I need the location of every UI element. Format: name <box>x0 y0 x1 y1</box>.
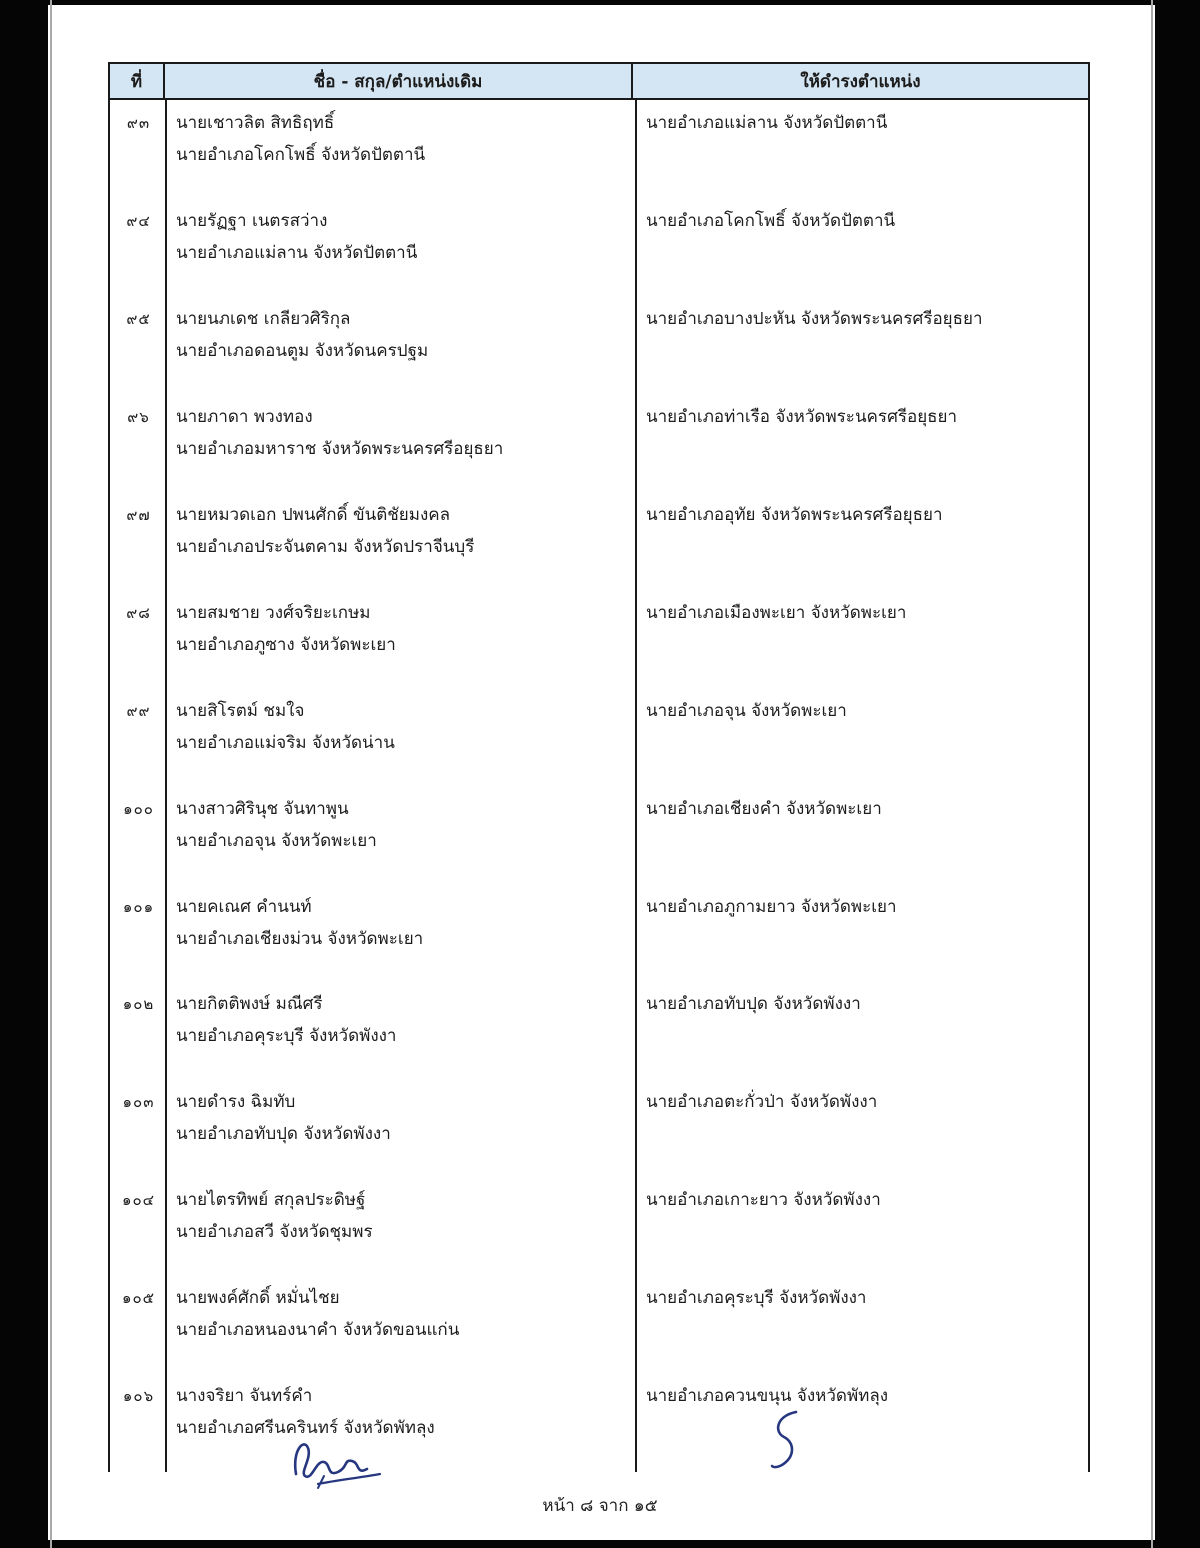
person-name: นายกิตติพงษ์ มณีศรี <box>176 994 323 1015</box>
new-position: นายอำเภอคุระบุรี จังหวัดพังงา <box>646 1288 867 1309</box>
new-position: นายอำเภอจุน จังหวัดพะเยา <box>646 700 847 721</box>
row-number: ๙๕ <box>126 309 151 328</box>
person-name: นายรัฏฐา เนตรสว่าง <box>176 210 328 231</box>
former-position: นายอำเภอสวี จังหวัดชุมพร <box>176 1222 373 1243</box>
person-name: นายเชาวลิต สิทธิฤทธิ์ <box>176 113 335 133</box>
row-name-former <box>167 394 637 492</box>
row-name-former <box>167 884 637 982</box>
column-divider-1 <box>165 100 167 1472</box>
row-number: ๑๐๖ <box>122 1387 155 1406</box>
new-position: นายอำเภออุทัย จังหวัดพระนครศรีอยุธยา <box>646 504 943 525</box>
row-number: ๙๗ <box>126 505 151 524</box>
table-row <box>110 1275 1088 1373</box>
table-row <box>110 1079 1088 1177</box>
new-position: นายอำเภอเมืองพะเยา จังหวัดพะเยา <box>646 602 907 623</box>
row-new-position <box>637 1373 1088 1471</box>
former-position: นายอำเภอแม่ลาน จังหวัดปัตตานี <box>176 242 418 263</box>
row-new-position <box>637 1275 1088 1373</box>
former-position: นายอำเภอศรีนครินทร์ จังหวัดพัทลุง <box>176 1418 435 1439</box>
column-header-number: ที่ <box>110 64 165 98</box>
row-new-position <box>637 100 1088 198</box>
row-name-former <box>167 1275 637 1373</box>
row-name-former <box>167 688 637 786</box>
row-new-position <box>637 198 1088 296</box>
person-name: นายสิโรตม์ ชมใจ <box>176 700 305 721</box>
table-row <box>110 1177 1088 1275</box>
scan-border-left <box>0 0 48 1548</box>
row-number: ๑๐๑ <box>122 897 155 916</box>
row-new-position <box>637 688 1088 786</box>
person-name: นายพงค์ศักดิ์ หมั่นไชย <box>176 1288 340 1309</box>
page-edge-shadow-left <box>50 0 52 1548</box>
person-name: นางสาวศิรินุช จันทาพูน <box>176 798 349 819</box>
table-row <box>110 688 1088 786</box>
scan-border-right <box>1155 0 1200 1548</box>
table-header-row <box>108 62 1090 100</box>
table-row <box>110 884 1088 982</box>
person-name: นางจริยา จันทร์คำ <box>176 1386 313 1407</box>
person-name: นายคเณศ คำนนท์ <box>176 896 312 917</box>
table-row <box>110 1373 1088 1471</box>
new-position: นายอำเภอท่าเรือ จังหวัดพระนครศรีอยุธยา <box>646 406 958 427</box>
table-row <box>110 492 1088 590</box>
row-name-former <box>167 786 637 884</box>
row-new-position <box>637 590 1088 688</box>
former-position: นายอำเภอภูซาง จังหวัดพะเยา <box>176 634 396 655</box>
scan-border-top <box>0 0 1200 5</box>
table-row <box>110 198 1088 296</box>
row-new-position <box>637 981 1088 1079</box>
row-number: ๑๐๕ <box>121 1289 156 1308</box>
row-new-position <box>637 884 1088 982</box>
row-name-former <box>167 492 637 590</box>
new-position: นายอำเภอโคกโพธิ์ จังหวัดปัตตานี <box>646 210 896 231</box>
row-new-position <box>637 1079 1088 1177</box>
new-position: นายอำเภอภูกามยาว จังหวัดพะเยา <box>646 896 897 917</box>
former-position: นายอำเภอจุน จังหวัดพะเยา <box>176 830 377 851</box>
former-position: นายอำเภอมหาราช จังหวัดพระนครศรีอยุธยา <box>176 438 504 459</box>
row-number: ๙๘ <box>126 603 151 622</box>
row-new-position <box>637 1177 1088 1275</box>
person-name: นายภาดา พวงทอง <box>176 406 313 427</box>
column-header-name-former: ชื่อ - สกุล/ตำแหน่งเดิม <box>165 64 633 98</box>
new-position: นายอำเภอเกาะยาว จังหวัดพังงา <box>646 1190 881 1211</box>
table-row <box>110 100 1088 198</box>
person-name: นายนภเดช เกลียวศิริกุล <box>176 308 351 329</box>
table-row <box>110 394 1088 492</box>
row-name-former <box>167 590 637 688</box>
row-new-position <box>637 492 1088 590</box>
row-number: ๙๓ <box>126 114 151 132</box>
appointment-table <box>108 62 1090 1472</box>
page-number-footer: หน้า ๘ จาก ๑๕ <box>542 1496 658 1516</box>
row-name-former <box>167 100 637 198</box>
former-position: นายอำเภอเชียงม่วน จังหวัดพะเยา <box>176 928 424 949</box>
new-position: นายอำเภอบางปะหัน จังหวัดพระนครศรีอยุธยา <box>646 308 983 329</box>
row-number: ๑๐๒ <box>122 995 155 1014</box>
former-position: นายอำเภอแม่จริม จังหวัดน่าน <box>176 732 395 753</box>
row-name-former <box>167 1079 637 1177</box>
table-row <box>110 786 1088 884</box>
new-position: นายอำเภอตะกั่วป่า จังหวัดพังงา <box>646 1092 878 1113</box>
new-position: นายอำเภอแม่ลาน จังหวัดปัตตานี <box>646 113 888 133</box>
handwritten-mark-icon <box>762 1408 810 1474</box>
row-new-position <box>637 296 1088 394</box>
table-row <box>110 296 1088 394</box>
row-number: ๑๐๐ <box>123 799 154 818</box>
row-number: ๑๐๔ <box>121 1191 156 1210</box>
former-position: นายอำเภอโคกโพธิ์ จังหวัดปัตตานี <box>176 145 426 165</box>
person-name: นายไตรทิพย์ สกุลประดิษฐ์ <box>176 1190 366 1211</box>
former-position: นายอำเภอดอนตูม จังหวัดนครปฐม <box>176 340 429 361</box>
table-body <box>108 100 1090 1472</box>
row-new-position <box>637 786 1088 884</box>
table-row <box>110 981 1088 1079</box>
table-row <box>110 590 1088 688</box>
person-name: นายสมชาย วงศ์จริยะเกษม <box>176 602 371 623</box>
person-name: นายดำรง ฉิมทับ <box>176 1092 296 1113</box>
row-new-position <box>637 394 1088 492</box>
row-name-former <box>167 1177 637 1275</box>
row-name-former <box>167 198 637 296</box>
new-position: นายอำเภอทับปุด จังหวัดพังงา <box>646 994 861 1015</box>
row-name-former <box>167 296 637 394</box>
new-position: นายอำเภอควนขนุน จังหวัดพัทลุง <box>646 1386 889 1407</box>
former-position: นายอำเภอหนองนาคำ จังหวัดขอนแก่น <box>176 1320 460 1341</box>
row-name-former <box>167 981 637 1079</box>
row-number: ๙๙ <box>126 701 151 720</box>
row-number: ๙๔ <box>126 211 151 230</box>
former-position: นายอำเภอทับปุด จังหวัดพังงา <box>176 1124 391 1145</box>
former-position: นายอำเภอประจันตคาม จังหวัดปราจีนบุรี <box>176 536 475 557</box>
former-position: นายอำเภอคุระบุรี จังหวัดพังงา <box>176 1026 397 1047</box>
row-number: ๑๐๓ <box>122 1093 155 1112</box>
column-header-new-position: ให้ดำรงตำแหน่ง <box>800 71 921 92</box>
row-number: ๙๖ <box>127 407 150 426</box>
scan-border-bottom <box>0 1540 1200 1548</box>
column-divider-2 <box>635 100 637 1472</box>
page-edge-shadow-right <box>1151 0 1153 1548</box>
new-position: นายอำเภอเชียงคำ จังหวัดพะเยา <box>646 798 882 819</box>
handwritten-initials-icon <box>288 1432 403 1492</box>
person-name: นายหมวดเอก ปพนศักดิ์ ขันติชัยมงคล <box>176 504 451 525</box>
